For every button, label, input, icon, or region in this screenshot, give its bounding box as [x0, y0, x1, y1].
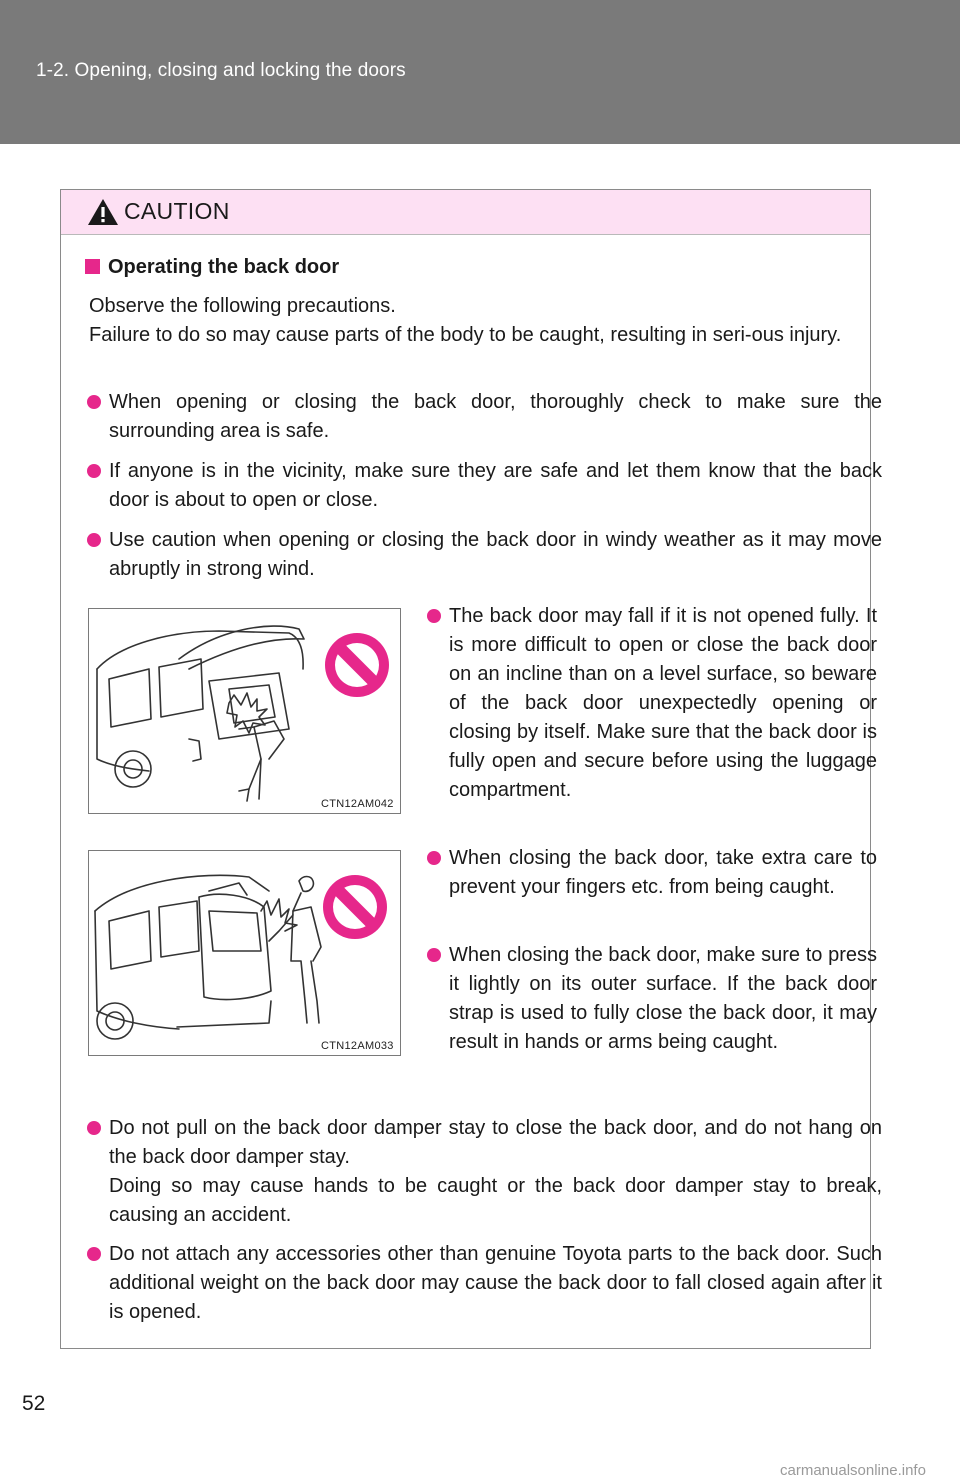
bullet-item: The back door may fall if it is not opened fully. It is more difficult to open or close the back door on an incline than on a level surface, so beware of the back door unexpectedly opening or closing by itself. Make sure that the back door is fully open and secure before using the luggage compartment.	[427, 602, 877, 805]
bullet-item: When closing the back door, make sure to press it lightly on its outer surface. If the back door strap is used to fully close the back door, it may result in hands or arms being caught.	[427, 941, 877, 1057]
circle-bullet-icon	[87, 1121, 101, 1135]
caution-header	[61, 190, 870, 235]
warning-triangle-icon	[87, 198, 119, 226]
bullet-item: Do not pull on the back door damper stay to close the back door, and do not hang on the back door damper stay. Doing so may cause hands to be caught or the back door damper stay to break, causing an accident.	[87, 1114, 882, 1230]
caution-box	[60, 189, 882, 1349]
van-closing-door-illustration	[89, 851, 400, 1055]
watermark: carmanualsonline.info	[780, 1462, 926, 1479]
circle-bullet-icon	[427, 609, 441, 623]
caution-title: CAUTION	[124, 198, 230, 224]
bullet-item: When opening or closing the back door, thoroughly check to make sure the surrounding area is safe.	[87, 388, 882, 446]
illustration-open-back-door	[88, 608, 401, 814]
intro-line-2: Failure to do so may cause parts of the body to be caught, resulting in seri-ous injury.	[89, 324, 842, 346]
circle-bullet-icon	[87, 1247, 101, 1261]
illustration-close-back-door	[88, 850, 401, 1056]
circle-bullet-icon	[427, 948, 441, 962]
illustration-code: CTN12AM042	[321, 798, 394, 810]
illustration-code: CTN12AM033	[321, 1040, 394, 1052]
circle-bullet-icon	[87, 464, 101, 478]
bullet-item: If anyone is in the vicinity, make sure they are safe and let them know that the back door is about to open or close.	[87, 457, 882, 515]
section-heading: 1-2. Opening, closing and locking the doors	[36, 60, 406, 81]
bullet-item: Do not attach any accessories other than genuine Toyota parts to the back door. Such additional weight on the back door may cause the back door to fall closed again after it is opened.	[87, 1240, 882, 1327]
intro-text	[89, 292, 859, 350]
bullet-item: When closing the back door, take extra care to prevent your fingers etc. from being caught.	[427, 844, 877, 902]
circle-bullet-icon	[87, 533, 101, 547]
page-number: 52	[22, 1392, 46, 1415]
page-header	[0, 0, 960, 144]
circle-bullet-icon	[87, 395, 101, 409]
square-bullet-icon	[85, 259, 100, 274]
circle-bullet-icon	[427, 851, 441, 865]
bullet-item: Use caution when opening or closing the back door in windy weather as it may move abruptly in strong wind.	[87, 526, 882, 584]
bullet-continuation: Doing so may cause hands to be caught or the back door damper stay to break, causing an accident.	[109, 1175, 882, 1226]
van-open-door-illustration	[89, 609, 400, 813]
section-title: Operating the back door	[85, 256, 339, 279]
intro-line-1: Observe the following precautions.	[89, 295, 396, 317]
